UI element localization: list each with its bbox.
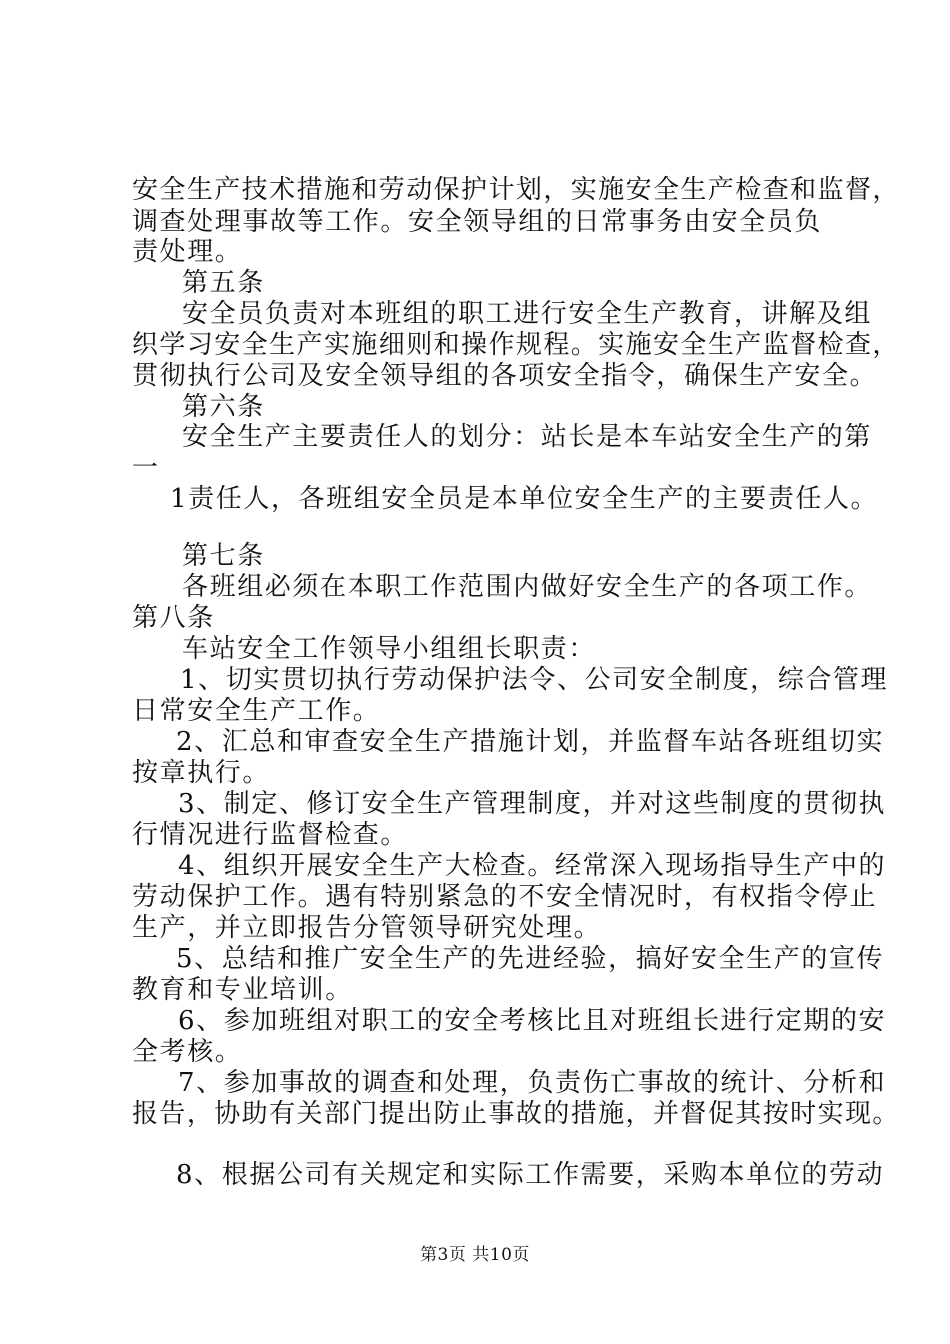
text-line: 教育和专业培训。 [132, 975, 353, 1005]
text-line: 行情况进行监督检查。 [132, 820, 409, 850]
list-item: 4、组织开展安全生产大检查。经常深入现场指导生产中的 [178, 851, 887, 881]
text-line: 车站安全工作领导小组组长职责： [182, 634, 597, 664]
text-line: 1责任人，各班组安全员是本单位安全生产的主要责任人。 [170, 484, 879, 514]
list-item: 1、切实贯切执行劳动保护法令、公司安全制度，综合管理 [180, 665, 889, 695]
text-line: 日常安全生产工作。 [132, 696, 381, 726]
text-line: 一 [132, 453, 160, 483]
text-line: 报告，协助有关部门提出防止事故的措施，并督促其按时实现。 [132, 1099, 900, 1129]
list-item: 7、参加事故的调查和处理，负责伤亡事故的统计、分析和 [178, 1068, 887, 1098]
text-line: 按章执行。 [132, 758, 271, 788]
text-line: 劳动保护工作。遇有特别紧急的不安全情况时，有权指令停止 [132, 882, 878, 912]
list-item: 8、根据公司有关规定和实际工作需要，采购本单位的劳动 [176, 1160, 885, 1190]
text-line: 生产，并立即报告分管领导研究处理。 [132, 913, 602, 943]
section-heading: 第八条 [132, 603, 215, 633]
section-heading: 第七条 [182, 541, 265, 571]
text-line: 织学习安全生产实施细则和操作规程。实施安全生产监督检查， [132, 330, 900, 360]
text-line: 各班组必须在本职工作范围内做好安全生产的各项工作。 [182, 572, 873, 602]
text-line: 安全生产主要责任人的划分：站长是本车站安全生产的第 [182, 422, 873, 452]
text-line: 安全生产技术措施和劳动保护计划，实施安全生产检查和监督， [132, 175, 900, 205]
text-line: 贯彻执行公司及安全领导组的各项安全指令，确保生产安全。 [132, 361, 878, 391]
text-line: 调查处理事故等工作。安全领导组的日常事务由安全员负责处理。 [132, 207, 823, 267]
text-line: 安全员负责对本班组的职工进行安全生产教育，讲解及组 [182, 299, 873, 329]
list-item: 5、总结和推广安全生产的先进经验，搞好安全生产的宣传 [176, 944, 885, 974]
page-number-footer: 第3页 共10页 [420, 1245, 530, 1265]
list-item: 3、制定、修订安全生产管理制度，并对这些制度的贯彻执 [178, 789, 887, 819]
list-item: 6、参加班组对职工的安全考核比且对班组长进行定期的安 [178, 1006, 887, 1036]
section-heading: 第五条 [182, 268, 265, 298]
list-item: 2、汇总和审查安全生产措施计划，并监督车站各班组切实 [176, 727, 885, 757]
text-line: 全考核。 [132, 1037, 243, 1067]
section-heading: 第六条 [182, 392, 265, 422]
